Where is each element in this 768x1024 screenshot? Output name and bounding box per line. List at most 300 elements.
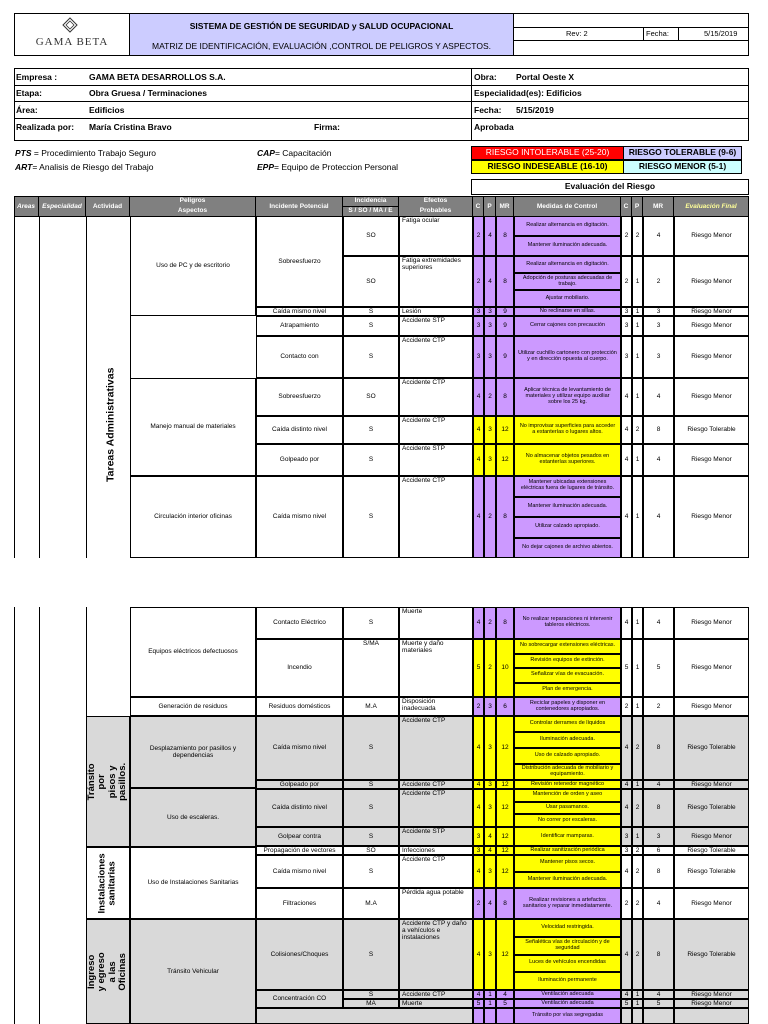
especialidad-label: Especialidad(es): Edificios — [474, 88, 582, 98]
page2-medida-8-1: Mantener iluminación adecuada. — [514, 872, 621, 889]
legend-indeseable: RIESGO INDESEABLE (16-10) — [471, 160, 624, 174]
page1-c2-3: 3 — [621, 316, 632, 336]
page1-c-5: 4 — [473, 378, 484, 416]
page2-medida-1-3: Plan de emergencia. — [514, 683, 621, 698]
page1-mr-8: 8 — [496, 476, 514, 558]
page2-activity-3: Uso de escaleras. — [130, 788, 256, 847]
page1-p2-5: 1 — [632, 378, 643, 416]
page2-mr2-7: 6 — [643, 846, 674, 855]
page1-eval-1: Riesgo Menor — [674, 256, 749, 307]
page1-incidencia-8: S — [343, 476, 399, 558]
page2-mr-2: 6 — [496, 697, 514, 716]
page2-medida-10-3: Iluminación permanente — [514, 972, 621, 990]
page2-eval-12: Riesgo Menor — [674, 999, 749, 1008]
page2-p-12: 1 — [484, 999, 496, 1008]
page1-p-0: 4 — [484, 216, 496, 256]
page2-p-9: 4 — [484, 888, 496, 919]
empresa-label: Empresa : — [16, 72, 58, 82]
page2-mr2-12: 5 — [643, 999, 674, 1008]
page2-p2-12: 1 — [632, 999, 643, 1008]
page2-medida-13-0: Tránsito por vías segregadas — [514, 1008, 621, 1024]
col-mr: MR — [496, 197, 514, 216]
page2-incidente-5: Caída distinto nivel — [256, 789, 343, 827]
page2-c-0: 4 — [473, 607, 484, 639]
page2-medida-5-2: No correr por escaleras. — [514, 814, 621, 827]
page1-mr-0: 8 — [496, 216, 514, 256]
page2-efectos-10: Accidente CTP y daño a vehículos e instalaciones — [399, 919, 473, 990]
page2-incidente-8: Caída mismo nivel — [256, 855, 343, 888]
etapa-value: Obra Gruesa / Terminaciones — [89, 88, 207, 98]
page2-mr-10: 12 — [496, 919, 514, 990]
document-subtitle: MATRIZ DE IDENTIFICACIÓN, EVALUACIÓN ,CONTROL DE PELIGROS Y ASPECTOS. — [152, 41, 491, 51]
col-peligros-top: Peligros — [179, 197, 206, 204]
page2-activity-0: Equipos eléctricos defectuosos — [130, 607, 256, 697]
page2-medida-10-1: Señalética vías de circulación y de seguridad — [514, 937, 621, 955]
page1-c-7: 4 — [473, 444, 484, 476]
page1-p2-8: 1 — [632, 476, 643, 558]
page1-col-c — [86, 216, 87, 558]
col-p: P — [484, 197, 496, 216]
page2-p-1: 2 — [484, 639, 496, 697]
page1-incidencia-4: S — [343, 336, 399, 378]
eval-title: Evaluación del Riesgo — [471, 179, 749, 195]
page1-incidente-3: Atrapamiento — [256, 316, 343, 336]
page2-p-2: 3 — [484, 697, 496, 716]
page2-mr2-0: 4 — [643, 607, 674, 639]
page2-mr2-6: 3 — [643, 827, 674, 846]
page1-medida-5-0: Aplicar técnica de levantamiento de materiales y utilizar equipo auxiliar sobre los 25 kg. — [514, 378, 621, 416]
realizada-label: Realizada por: — [16, 122, 75, 132]
page1-mr-5: 8 — [496, 378, 514, 416]
page1-eval-6: Riesgo Tolerable — [674, 416, 749, 444]
page1-incidente-0: Sobreesfuerzo — [256, 216, 343, 307]
page2-c2-2: 2 — [621, 697, 632, 716]
page1-p-5: 2 — [484, 378, 496, 416]
page2-p2-7: 2 — [632, 846, 643, 855]
page2-mr-5: 12 — [496, 789, 514, 827]
page2-incidencia-2: M.A — [343, 697, 399, 716]
page2-medida-7-0: Realizar sanitización periódica — [514, 846, 621, 855]
page2-eval-5: Riesgo Tolerable — [674, 789, 749, 827]
page1-medida-8-3: No dejar cajones de archivo abiertos. — [514, 538, 621, 559]
page1-medida-3-0: Cerrar cajones con precaución — [514, 316, 621, 336]
page2-c2-4: 4 — [621, 780, 632, 789]
page1-eval-3: Riesgo Menor — [674, 316, 749, 336]
page1-c-3: 3 — [473, 316, 484, 336]
page2-c2-11: 4 — [621, 990, 632, 999]
col-peligros — [130, 197, 256, 216]
area-label-tareas: Tareas Administrativas — [104, 367, 117, 483]
page1-eval-7: Riesgo Menor — [674, 444, 749, 476]
page1-mr2-6: 8 — [643, 416, 674, 444]
page1-p2-6: 2 — [632, 416, 643, 444]
page2-medida-3-3: Distribución adecuada de mobiliario y equipamiento. — [514, 764, 621, 780]
page2-efectos-12: Muerte — [399, 999, 473, 1008]
page2-incidente-2: Residuos domésticos — [256, 697, 343, 716]
page2-incidencia-8: S — [343, 855, 399, 888]
page1-mr2-8: 4 — [643, 476, 674, 558]
page1-efectos-3: Accidente STP — [399, 316, 473, 336]
legend-tolerable: RIESGO TOLERABLE (9-6) — [623, 146, 742, 160]
page1-p2-4: 1 — [632, 336, 643, 378]
page2-incidencia-4: S — [343, 780, 399, 789]
page1-c2-5: 4 — [621, 378, 632, 416]
page1-mr-4: 9 — [496, 336, 514, 378]
page2-incidencia-1: S/MA — [343, 639, 399, 697]
page1-incidencia-5: SO — [343, 378, 399, 416]
page1-efectos-0: Fatiga ocular — [399, 216, 473, 256]
page2-efectos-3: Accidente CTP — [399, 716, 473, 780]
page2-mr-1: 10 — [496, 639, 514, 697]
page2-mr2-2: 2 — [643, 697, 674, 716]
page1-incidente-7: Golpeado por — [256, 444, 343, 476]
page1-p2-1: 1 — [632, 256, 643, 307]
page1-p2-3: 1 — [632, 316, 643, 336]
page1-medida-0-1: Mantener iluminación adecuada. — [514, 236, 621, 256]
page2-medida-3-2: Uso de calzado apropiado. — [514, 748, 621, 764]
page2-c-7: 3 — [473, 846, 484, 855]
page1-mr2-0: 4 — [643, 216, 674, 256]
page2-mr2-4: 4 — [643, 780, 674, 789]
page2-p-5: 3 — [484, 789, 496, 827]
page1-eval-8: Riesgo Menor — [674, 476, 749, 558]
legend-intolerable: RIESGO INTOLERABLE (25-20) — [471, 146, 624, 160]
activity-2: Circulación interior oficinas — [130, 476, 256, 558]
area-label: Área: — [16, 105, 38, 115]
page2-efectos-9: Pérdida agua potable — [399, 888, 473, 919]
page2-efectos-5: Accidente CTP — [399, 789, 473, 827]
page2-c-8: 4 — [473, 855, 484, 888]
page2-mr2-9: 4 — [643, 888, 674, 919]
page1-medida-2-0: No reclinarse en sillas. — [514, 307, 621, 316]
obra-label: Obra: — [474, 72, 497, 82]
page1-mr2-2: 3 — [643, 307, 674, 316]
page2-incidencia-11: S — [343, 990, 399, 999]
page2-c2-8: 4 — [621, 855, 632, 888]
page2-eval-1: Riesgo Menor — [674, 639, 749, 697]
col-mr2: MR — [643, 197, 674, 216]
page2-c-10: 4 — [473, 919, 484, 990]
page2-p2-11: 1 — [632, 990, 643, 999]
page2-p-6: 4 — [484, 827, 496, 846]
page1-mr-1: 8 — [496, 256, 514, 307]
legend-art: ART= Analisis de Riesgo del Trabajo — [15, 162, 154, 172]
page1-p2-0: 2 — [632, 216, 643, 256]
page2-incidencia-6: S — [343, 827, 399, 846]
fecha-label: Fecha: — [646, 29, 669, 38]
page2-c2-10: 4 — [621, 919, 632, 990]
page1-mr2-3: 3 — [643, 316, 674, 336]
page2-p2-8: 2 — [632, 855, 643, 888]
page1-p-8: 2 — [484, 476, 496, 558]
page1-incidente-8: Caída mismo nivel — [256, 476, 343, 558]
col-c: C — [473, 197, 484, 216]
page1-medida-1-1: Adopción de posturas adecuadas de trabajo. — [514, 273, 621, 290]
page2-mr-6: 12 — [496, 827, 514, 846]
page1-medida-4-0: Utilizar cuchillo cartonero con protección y en dirección opuesta al cuerpo. — [514, 336, 621, 378]
page2-incidente-10: Colisiones/Choques — [256, 919, 343, 990]
page2-p2-13 — [632, 1008, 643, 1024]
page2-incidente-1: Incendio — [256, 639, 343, 697]
page1-p2-2: 1 — [632, 307, 643, 316]
page1-mr-2: 9 — [496, 307, 514, 316]
page2-efectos-1: Muerte y daño materiales — [399, 639, 473, 697]
page2-p2-10: 2 — [632, 919, 643, 990]
page2-efectos-6: Accidente STP — [399, 827, 473, 846]
page1-eval-4: Riesgo Menor — [674, 336, 749, 378]
col-peligros-bottom: Aspectos — [177, 207, 208, 214]
page1-medida-1-0: Realizar alternancia en digitación. — [514, 256, 621, 273]
page2-c2-3: 4 — [621, 716, 632, 780]
page2-mr-7: 12 — [496, 846, 514, 855]
page2-p2-1: 1 — [632, 639, 643, 697]
page1-incidencia-7: S — [343, 444, 399, 476]
page2-c2-5: 4 — [621, 789, 632, 827]
page1-incidencia-3: S — [343, 316, 399, 336]
page1-c2-0: 2 — [621, 216, 632, 256]
col-areas: Areas — [14, 197, 39, 216]
page1-incidente-4: Contacto con — [256, 336, 343, 378]
page1-mr2-7: 4 — [643, 444, 674, 476]
page2-mr-3: 12 — [496, 716, 514, 780]
legend-pts: PTS = Procedimiento Trabajo Seguro — [15, 148, 157, 158]
legend-epp: EPP= Equipo de Proteccion Personal — [257, 162, 399, 172]
page2-col-b — [39, 607, 40, 1024]
page2-incidencia-10: S — [343, 919, 399, 990]
page2-p-0: 2 — [484, 607, 496, 639]
page2-c-4: 4 — [473, 780, 484, 789]
page1-mr2-4: 3 — [643, 336, 674, 378]
info-fecha-label: Fecha: — [474, 105, 502, 115]
page2-incidente-7: Propagación de vectores — [256, 846, 343, 855]
diamond-logo-icon — [62, 17, 78, 33]
document-title: SISTEMA DE GESTIÓN DE SEGURIDAD y SALUD OCUPACIONAL — [189, 21, 454, 31]
page1-efectos-4: Accidente CTP — [399, 336, 473, 378]
page2-mr2-10: 8 — [643, 919, 674, 990]
page2-incidente-4: Golpeado por — [256, 780, 343, 789]
page2-medida-0-0: No realizar reparaciones ni intervenir tableros eléctricos. — [514, 607, 621, 639]
page1-col-b — [39, 216, 40, 558]
divider — [343, 206, 398, 207]
page2-medida-4-0: Revisión retenedor magnético — [514, 780, 621, 789]
fecha-value: 5/15/2019 — [704, 29, 738, 38]
page2-p2-9: 2 — [632, 888, 643, 919]
col-eval-final: Evaluación Final — [674, 197, 749, 216]
page2-c2-9: 2 — [621, 888, 632, 919]
page2-p-4: 3 — [484, 780, 496, 789]
page2-eval-11: Riesgo Menor — [674, 990, 749, 999]
page2-activity-4: Uso de Instalaciones Sanitarias — [130, 847, 256, 919]
obra-value: Portal Oeste X — [516, 72, 575, 82]
page2-c-11: 4 — [473, 990, 484, 999]
area-band-1: Instalaciones sanitarias — [86, 847, 130, 919]
page1-mr2-5: 4 — [643, 378, 674, 416]
page2-incidencia-12: MA — [343, 999, 399, 1008]
col-actividad: Actividad — [86, 197, 130, 216]
page2-c-2: 2 — [473, 697, 484, 716]
page2-eval-7: Riesgo Tolerable — [674, 846, 749, 855]
page1-c-1: 2 — [473, 256, 484, 307]
page1-incidencia-1: SO — [343, 256, 399, 307]
page1-medida-7-0: No almacenar objetos pesados en estanterías superiores. — [514, 444, 621, 476]
page2-p2-3: 2 — [632, 716, 643, 780]
page2-p2-2: 1 — [632, 697, 643, 716]
page1-medida-0-0: Realizar alternancia en digitación. — [514, 216, 621, 236]
area-band-0: Tránsito por pisos y pasillos. — [86, 716, 130, 847]
page2-incidente-11: Concentración CO — [256, 990, 343, 1008]
col-incidencia-top: Incidencia — [354, 197, 387, 204]
page2-mr2-11: 4 — [643, 990, 674, 999]
page2-p2-4: 1 — [632, 780, 643, 789]
page1-p-1: 4 — [484, 256, 496, 307]
col-efectos — [399, 197, 473, 216]
page2-p-10: 3 — [484, 919, 496, 990]
page1-incidente-6: Caída distinto nivel — [256, 416, 343, 444]
page2-p-8: 3 — [484, 855, 496, 888]
legend-cap: CAP= Capacitación — [257, 148, 332, 158]
page1-p2-7: 1 — [632, 444, 643, 476]
page2-incidente-6: Golpear contra — [256, 827, 343, 846]
page1-c2-6: 4 — [621, 416, 632, 444]
page2-mr-12: 5 — [496, 999, 514, 1008]
col-efectos-top: Efectos — [423, 197, 448, 204]
page1-efectos-7: Accidente STP — [399, 444, 473, 476]
col-incidencia — [343, 197, 399, 216]
page2-p-11: 1 — [484, 990, 496, 999]
col-especialidad: Especialidad — [39, 197, 86, 216]
page2-mr2-3: 8 — [643, 716, 674, 780]
rev-label: Rev: 2 — [566, 29, 588, 38]
page2-eval-4: Riesgo Menor — [674, 780, 749, 789]
page1-c2-1: 2 — [621, 256, 632, 307]
page1-p-3: 3 — [484, 316, 496, 336]
page1-p-6: 3 — [484, 416, 496, 444]
page2-medida-8-0: Mantener pisos secos. — [514, 855, 621, 872]
page2-c2-0: 4 — [621, 607, 632, 639]
page2-p-3: 3 — [484, 716, 496, 780]
page2-efectos-0: Muerte — [399, 607, 473, 639]
page1-medida-8-0: Mantener ubicadas extensiones eléctricas fuera de lugares de tránsito. — [514, 476, 621, 497]
page2-eval-13 — [674, 1008, 749, 1024]
page2-incidencia-7: SO — [343, 846, 399, 855]
page2-activity-5: Tránsito Vehicular — [130, 919, 256, 1024]
page1-incidencia-6: S — [343, 416, 399, 444]
aprobada-label: Aprobada — [474, 122, 514, 132]
page1-medida-6-0: No improvisar superficies para acceder a estanterías o lugares altos. — [514, 416, 621, 444]
page1-medida-8-2: Utilizar calzado apropiado. — [514, 517, 621, 538]
page2-medida-6-0: Identificar mamparas. — [514, 827, 621, 846]
page2-eval-10: Riesgo Tolerable — [674, 919, 749, 990]
page2-c2-7: 3 — [621, 846, 632, 855]
page2-p2-6: 1 — [632, 827, 643, 846]
page1-c2-2: 3 — [621, 307, 632, 316]
page1-mr2-1: 2 — [643, 256, 674, 307]
page2-medida-11-0: Ventilación adecuada — [514, 990, 621, 999]
col-incidente: Incidente Potencial — [256, 197, 343, 216]
col-c2: C — [621, 197, 632, 216]
page2-mr2-13 — [643, 1008, 674, 1024]
page2-medida-9-0: Realizar revisiones a artefactos sanitarios y reparar inmediatamente. — [514, 888, 621, 919]
page2-p-7: 4 — [484, 846, 496, 855]
page1-p-7: 3 — [484, 444, 496, 476]
page1-c-0: 2 — [473, 216, 484, 256]
page1-mr-6: 12 — [496, 416, 514, 444]
page2-mr-9: 8 — [496, 888, 514, 919]
page2-medida-3-1: Iluminación adecuada. — [514, 732, 621, 748]
page1-c2-4: 3 — [621, 336, 632, 378]
page2-incidencia-0: S — [343, 607, 399, 639]
page2-eval-0: Riesgo Menor — [674, 607, 749, 639]
page2-c-3: 4 — [473, 716, 484, 780]
page2-medida-1-0: No sobrecargar extensiones eléctricas. — [514, 639, 621, 654]
page1-mr-7: 12 — [496, 444, 514, 476]
page2-activity-1: Generación de residuos — [130, 697, 256, 716]
page1-medida-8-1: Mantener iluminación adecuada. — [514, 497, 621, 518]
firma-label: Firma: — [314, 122, 340, 132]
page2-c-12: 5 — [473, 999, 484, 1008]
col-incidencia-bottom: S / SO / MA / E — [348, 207, 393, 214]
etapa-label: Etapa: — [16, 88, 42, 98]
page1-medida-1-2: Ajustar mobiliario. — [514, 290, 621, 307]
page1-p-2: 3 — [484, 307, 496, 316]
page2-c-1: 5 — [473, 639, 484, 697]
info-fecha-value: 5/15/2019 — [516, 105, 554, 115]
page2-medida-5-1: Usar pasamanos. — [514, 802, 621, 815]
page2-efectos-4: Accidente CTP — [399, 780, 473, 789]
page2-medida-1-1: Revisión equipos de extinción. — [514, 654, 621, 669]
page1-incidente-2: Caída mismo nivel — [256, 307, 343, 316]
page2-medida-10-0: Velocidad restringida. — [514, 919, 621, 937]
page1-mr-3: 9 — [496, 316, 514, 336]
page2-c-13 — [473, 1008, 484, 1024]
page2-mr-0: 8 — [496, 607, 514, 639]
realizada-value: María Cristina Bravo — [89, 122, 172, 132]
page2-mr-11: 4 — [496, 990, 514, 999]
page1-eval-0: Riesgo Menor — [674, 216, 749, 256]
page1-incidencia-0: SO — [343, 216, 399, 256]
col-p2: P — [632, 197, 643, 216]
page1-c-8: 4 — [473, 476, 484, 558]
page2-mr-13 — [496, 1008, 514, 1024]
page2-incidente-9: Filtraciones — [256, 888, 343, 919]
page2-c2-12: 5 — [621, 999, 632, 1008]
page2-incidente-3: Caída mismo nivel — [256, 716, 343, 780]
page2-medida-5-0: Mantención de orden y aseo — [514, 789, 621, 802]
page2-incidencia-3: S — [343, 716, 399, 780]
page1-c2-8: 4 — [621, 476, 632, 558]
legend-menor: RIESGO MENOR (5-1) — [623, 160, 742, 174]
page2-c-9: 2 — [473, 888, 484, 919]
page1-efectos-5: Accidente CTP — [399, 378, 473, 416]
page2-eval-9: Riesgo Menor — [674, 888, 749, 919]
page2-c-5: 4 — [473, 789, 484, 827]
page2-mr-8: 12 — [496, 855, 514, 888]
page1-c-6: 4 — [473, 416, 484, 444]
page2-efectos-2: Disposición inadecuada — [399, 697, 473, 716]
area-value: Edificios — [89, 105, 125, 115]
page2-medida-10-2: Luces de vehículos encendidas — [514, 955, 621, 973]
page1-efectos-2: Lesión — [399, 307, 473, 316]
page2-mr2-1: 5 — [643, 639, 674, 697]
page2-incidente-0: Contacto Eléctrico — [256, 607, 343, 639]
logo-text: GAMA BETA — [35, 36, 109, 48]
page1-p-4: 3 — [484, 336, 496, 378]
area-band-2: Ingreso y egreso a las Oficinas — [86, 919, 130, 1024]
col-efectos-bottom: Probables — [419, 207, 452, 214]
page1-eval-2: Riesgo Menor — [674, 307, 749, 316]
page2-medida-1-2: Señalizar vías de evacuación. — [514, 668, 621, 683]
empresa-value: GAMA BETA DESARROLLOS S.A. — [89, 72, 226, 82]
